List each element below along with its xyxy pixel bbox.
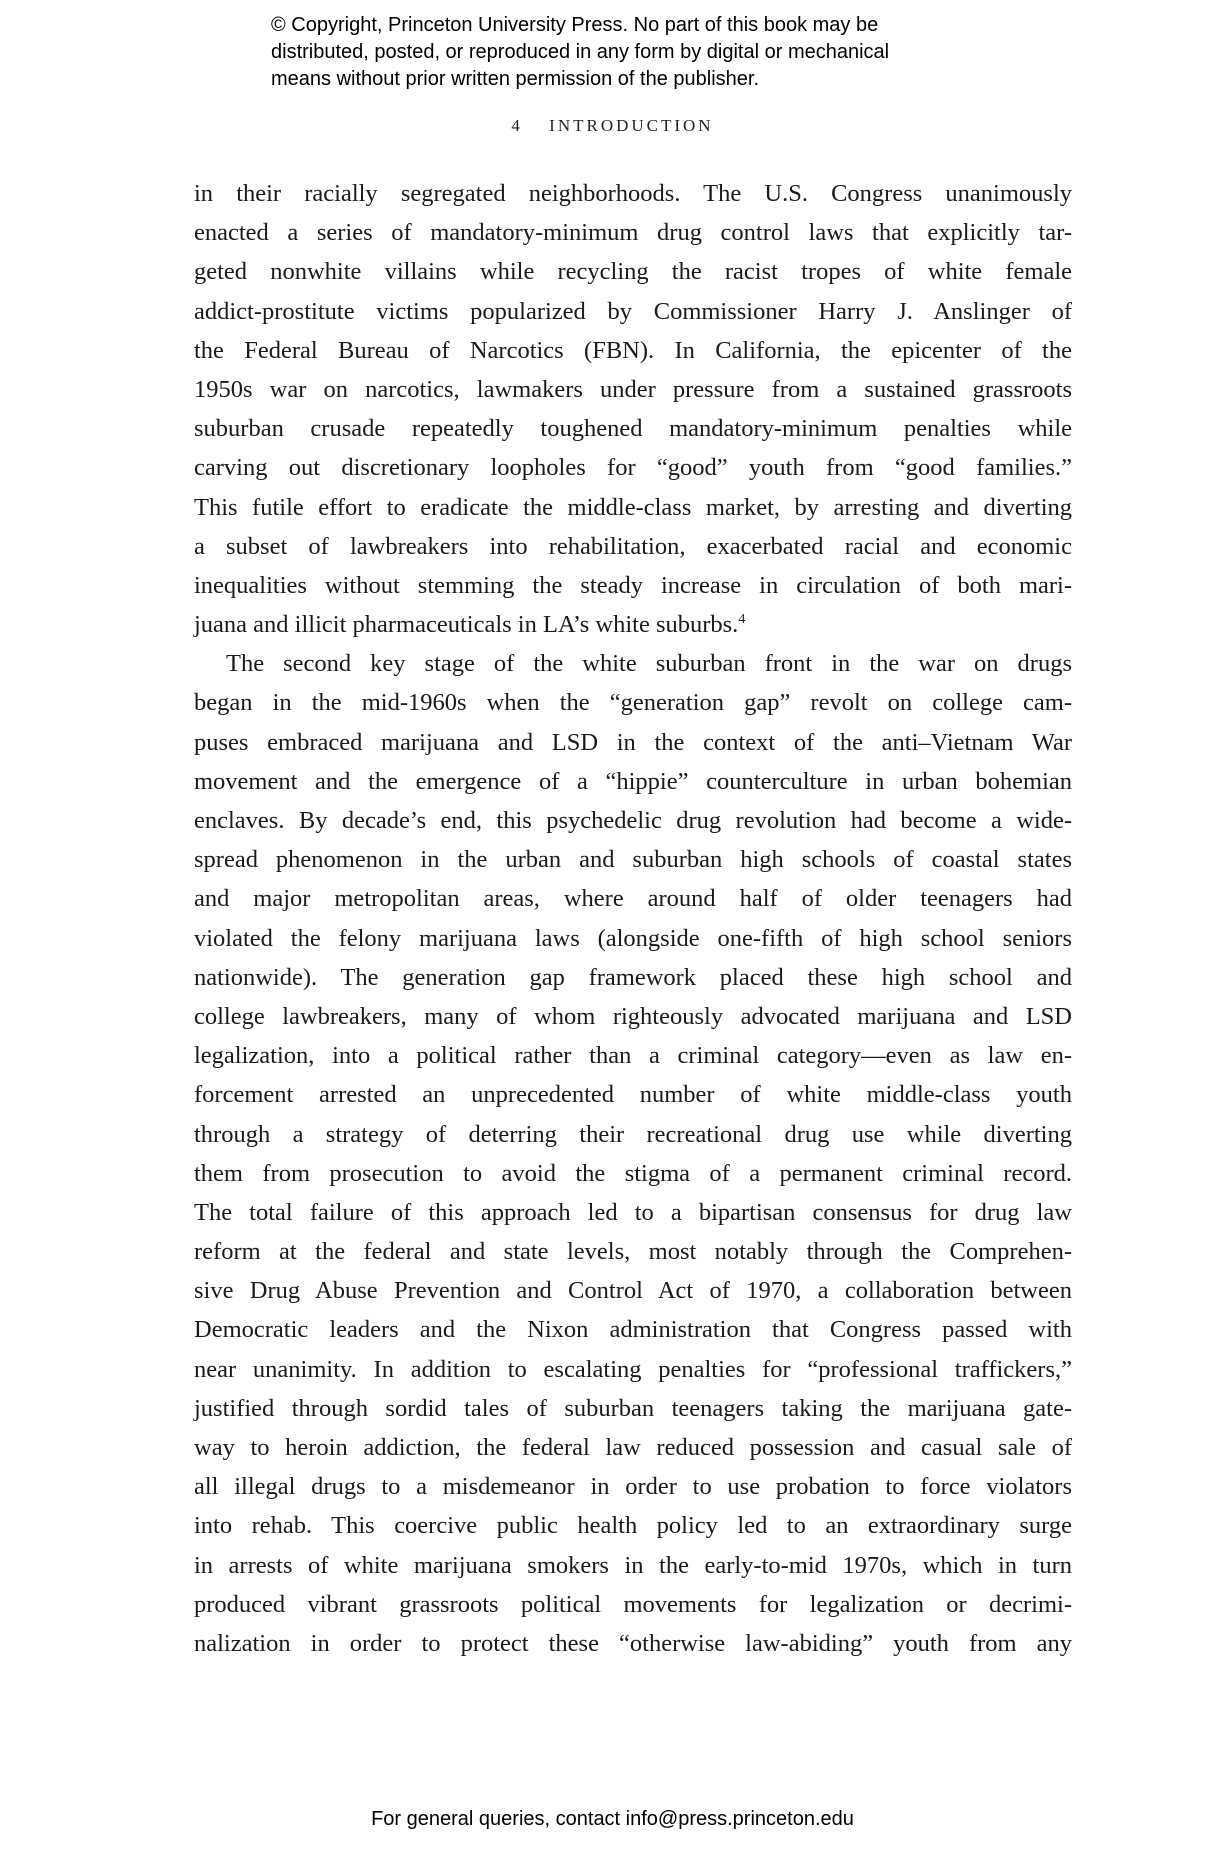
text-line: addict-prostitute victims popularized by Commissioner Harry J. Anslinger of [194, 297, 1072, 325]
text-line: carving out discretionary loopholes for “good” youth from “good families.” [194, 454, 1072, 482]
body-text [194, 174, 1072, 1663]
text-line: into rehab. This coercive public health policy led to an extraordinary surge [194, 1512, 1072, 1540]
text-line: puses embraced marijuana and LSD in the context of the anti–Vietnam War [194, 728, 1072, 756]
text-line: The total failure of this approach led to a bipartisan consensus for drug law [194, 1198, 1072, 1226]
text-line: 1950s war on narcotics, lawmakers under pressure from a sustained grassroots [194, 375, 1072, 403]
text-line: them from prosecution to avoid the stigma of a permanent criminal record. [194, 1159, 1072, 1187]
text-line: reform at the federal and state levels, most notably through the Comprehen- [194, 1238, 1072, 1266]
text-line: through a strategy of deterring their recreational drug use while diverting [194, 1120, 1072, 1148]
text-line: sive Drug Abuse Prevention and Control Act of 1970, a collaboration between [194, 1277, 1072, 1305]
copyright-line: means without prior written permission of the publisher. [271, 68, 760, 90]
text-line: inequalities without stemming the steady increase in circulation of both mari- [194, 571, 1072, 599]
text-line: way to heroin addiction, the federal law reduced possession and casual sale of [194, 1434, 1072, 1461]
text-line: the Federal Bureau of Narcotics (FBN). In California, the epicenter of the [194, 336, 1072, 364]
text-line: nalization in order to protect these “otherwise law-abiding” youth from any [194, 1629, 1072, 1657]
chapter-title: INTRODUCTION [549, 116, 714, 135]
text-line: Democratic leaders and the Nixon administration that Congress passed with [194, 1316, 1072, 1344]
text-line: a subset of lawbreakers into rehabilitation, exacerbated racial and economic [194, 532, 1072, 560]
text-line: near unanimity. In addition to escalating penalties for “professional traffickers,” [194, 1355, 1072, 1383]
text-line: geted nonwhite villains while recycling the racist tropes of white female [194, 258, 1072, 286]
copyright-line: distributed, posted, or reproduced in any form by digital or mechanical [271, 41, 890, 63]
text-line: enclaves. By decade’s end, this psychedelic drug revolution had become a wide- [194, 807, 1072, 834]
text-line: juana and illicit pharmaceuticals in LA’s white suburbs.$^4$ [194, 611, 746, 639]
text-line: The second key stage of the white suburban front in the war on drugs [226, 650, 1072, 678]
page-number: 4 [511, 116, 520, 135]
copyright-notice [271, 12, 889, 93]
text-line: and major metropolitan areas, where around half of older teenagers had [194, 885, 1072, 913]
text-line: spread phenomenon in the urban and suburban high schools of coastal states [194, 846, 1072, 874]
text-line: forcement arrested an unprecedented number of white middle-class youth [194, 1081, 1072, 1109]
text-line: This futile effort to eradicate the middle-class market, by arresting and diverting [194, 493, 1072, 521]
text-line: violated the felony marijuana laws (alongside one-fifth of high school seniors [194, 924, 1072, 952]
text-line: nationwide). The generation gap framework placed these high school and [194, 963, 1072, 991]
text-line: began in the mid-1960s when the “generation gap” revolt on college cam- [194, 689, 1072, 717]
text-line: in their racially segregated neighborhoods. The U.S. Congress unanimously [194, 180, 1072, 207]
text-line: movement and the emergence of a “hippie” counterculture in urban bohemian [194, 767, 1072, 795]
text-line: legalization, into a political rather than a criminal category—even as law en- [194, 1042, 1072, 1070]
footnote-ref[interactable]: 4 [738, 612, 746, 628]
copyright-line: © Copyright, Princeton University Press. No part of this book may be [271, 14, 879, 36]
text-line: enacted a series of mandatory-minimum drug control laws that explicitly tar- [194, 219, 1072, 247]
text-line: in arrests of white marijuana smokers in the early-to-mid 1970s, which in turn [194, 1551, 1072, 1579]
text-line: all illegal drugs to a misdemeanor in order to use probation to force violators [194, 1473, 1072, 1501]
text-line: suburban crusade repeatedly toughened mandatory-minimum penalties while [194, 415, 1072, 443]
text-line: produced vibrant grassroots political movements for legalization or decrimi- [194, 1590, 1072, 1618]
running-head [0, 116, 1225, 136]
text-line: justified through sordid tales of suburban teenagers taking the marijuana gate- [194, 1394, 1072, 1422]
text-line: college lawbreakers, many of whom righteously advocated marijuana and LSD [194, 1002, 1072, 1030]
footer-contact: For general queries, contact info@press.princeton.edu [371, 1808, 854, 1830]
